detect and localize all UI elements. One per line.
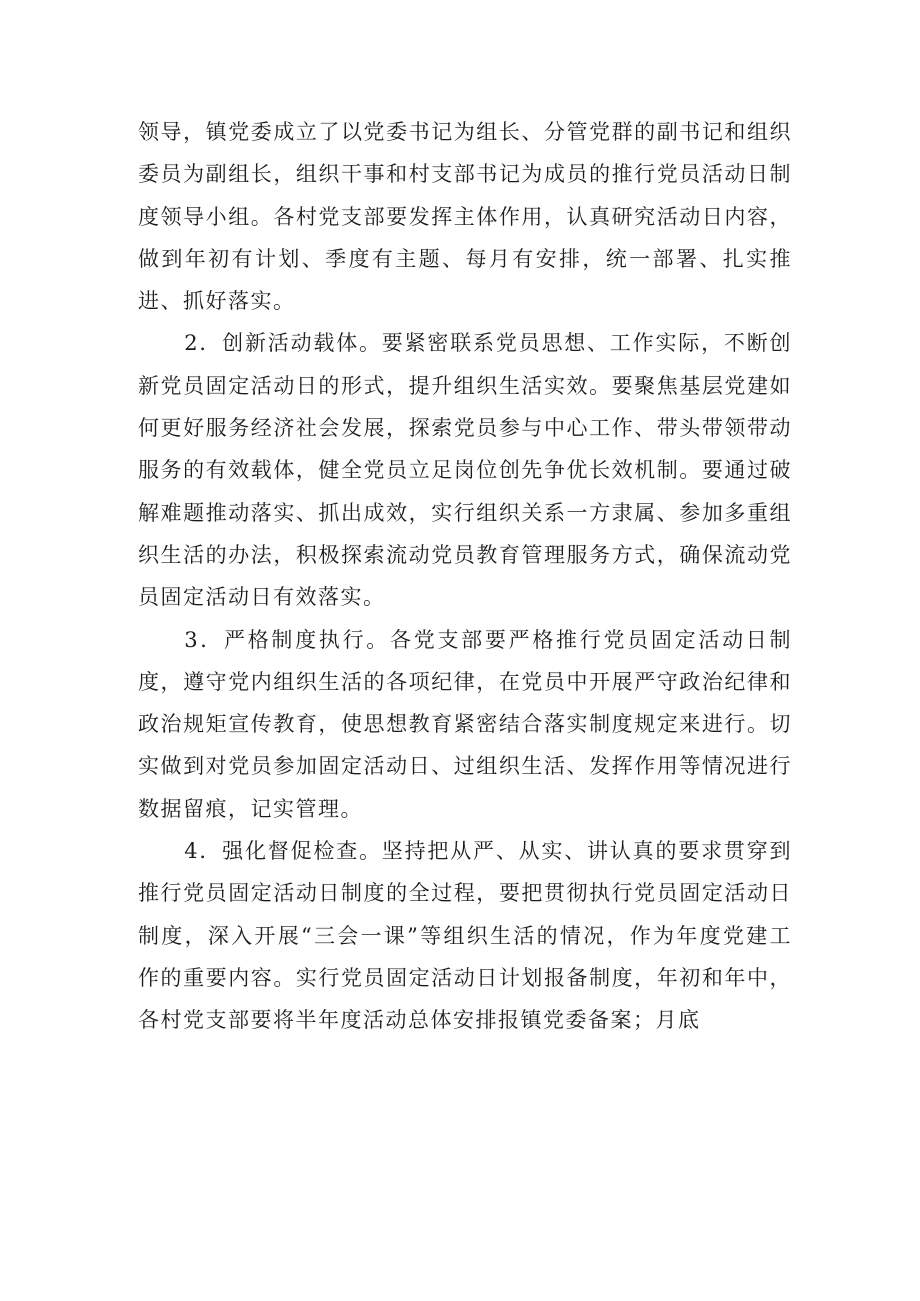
paragraph-strengthen-supervision: 4．强化督促检查。坚持把从严、从实、讲认真的要求贯穿到推行党员固定活动日制度的全过程，要把贯彻执行党员固定活动日制度，深入开展“三会一课”等组织生活的情况，作为年度党建工作的重要内容。实行党员固定活动日计划报备制度，年初和年中，各村党支部要将半年度活动总体安排报镇党委备案；月底 [138, 839, 792, 1033]
paragraph-continuation: 领导，镇党委成立了以党委书记为组长、分管党群的副书记和组织委员为副组长，组织干事和村支部书记为成员的推行党员活动日制度领导小组。各村党支部要发挥主体作用，认真研究活动日内容，做到年初有计划、季度有主题、每月有安排，统一部署、扎实推进、抓好落实。 [138, 120, 792, 314]
paragraph-strict-system-execution: 3．严格制度执行。各党支部要严格推行党员固定活动日制度，遵守党内组织生活的各项纪律，在党员中开展严守政治纪律和政治规矩宣传教育，使思想教育紧密结合落实制度规定来进行。切实做到对党员参加固定活动日、过组织生活、发挥作用等情况进行数据留痕，记实管理。 [138, 627, 792, 821]
paragraph-innovate-activity-carrier: 2．创新活动载体。要紧密联系党员思想、工作实际，不断创新党员固定活动日的形式，提升组织生活实效。要聚焦基层党建如何更好服务经济社会发展，探索党员参与中心工作、带头带领带动服务的有效载体，健全党员立足岗位创先争优长效机制。要通过破解难题推动落实、抓出成效，实行组织关系一方隶属、参加多重组织生活的办法，积极探索流动党员教育管理服务方式，确保流动党员固定活动日有效落实。 [138, 331, 792, 610]
document-body [138, 111, 792, 1042]
